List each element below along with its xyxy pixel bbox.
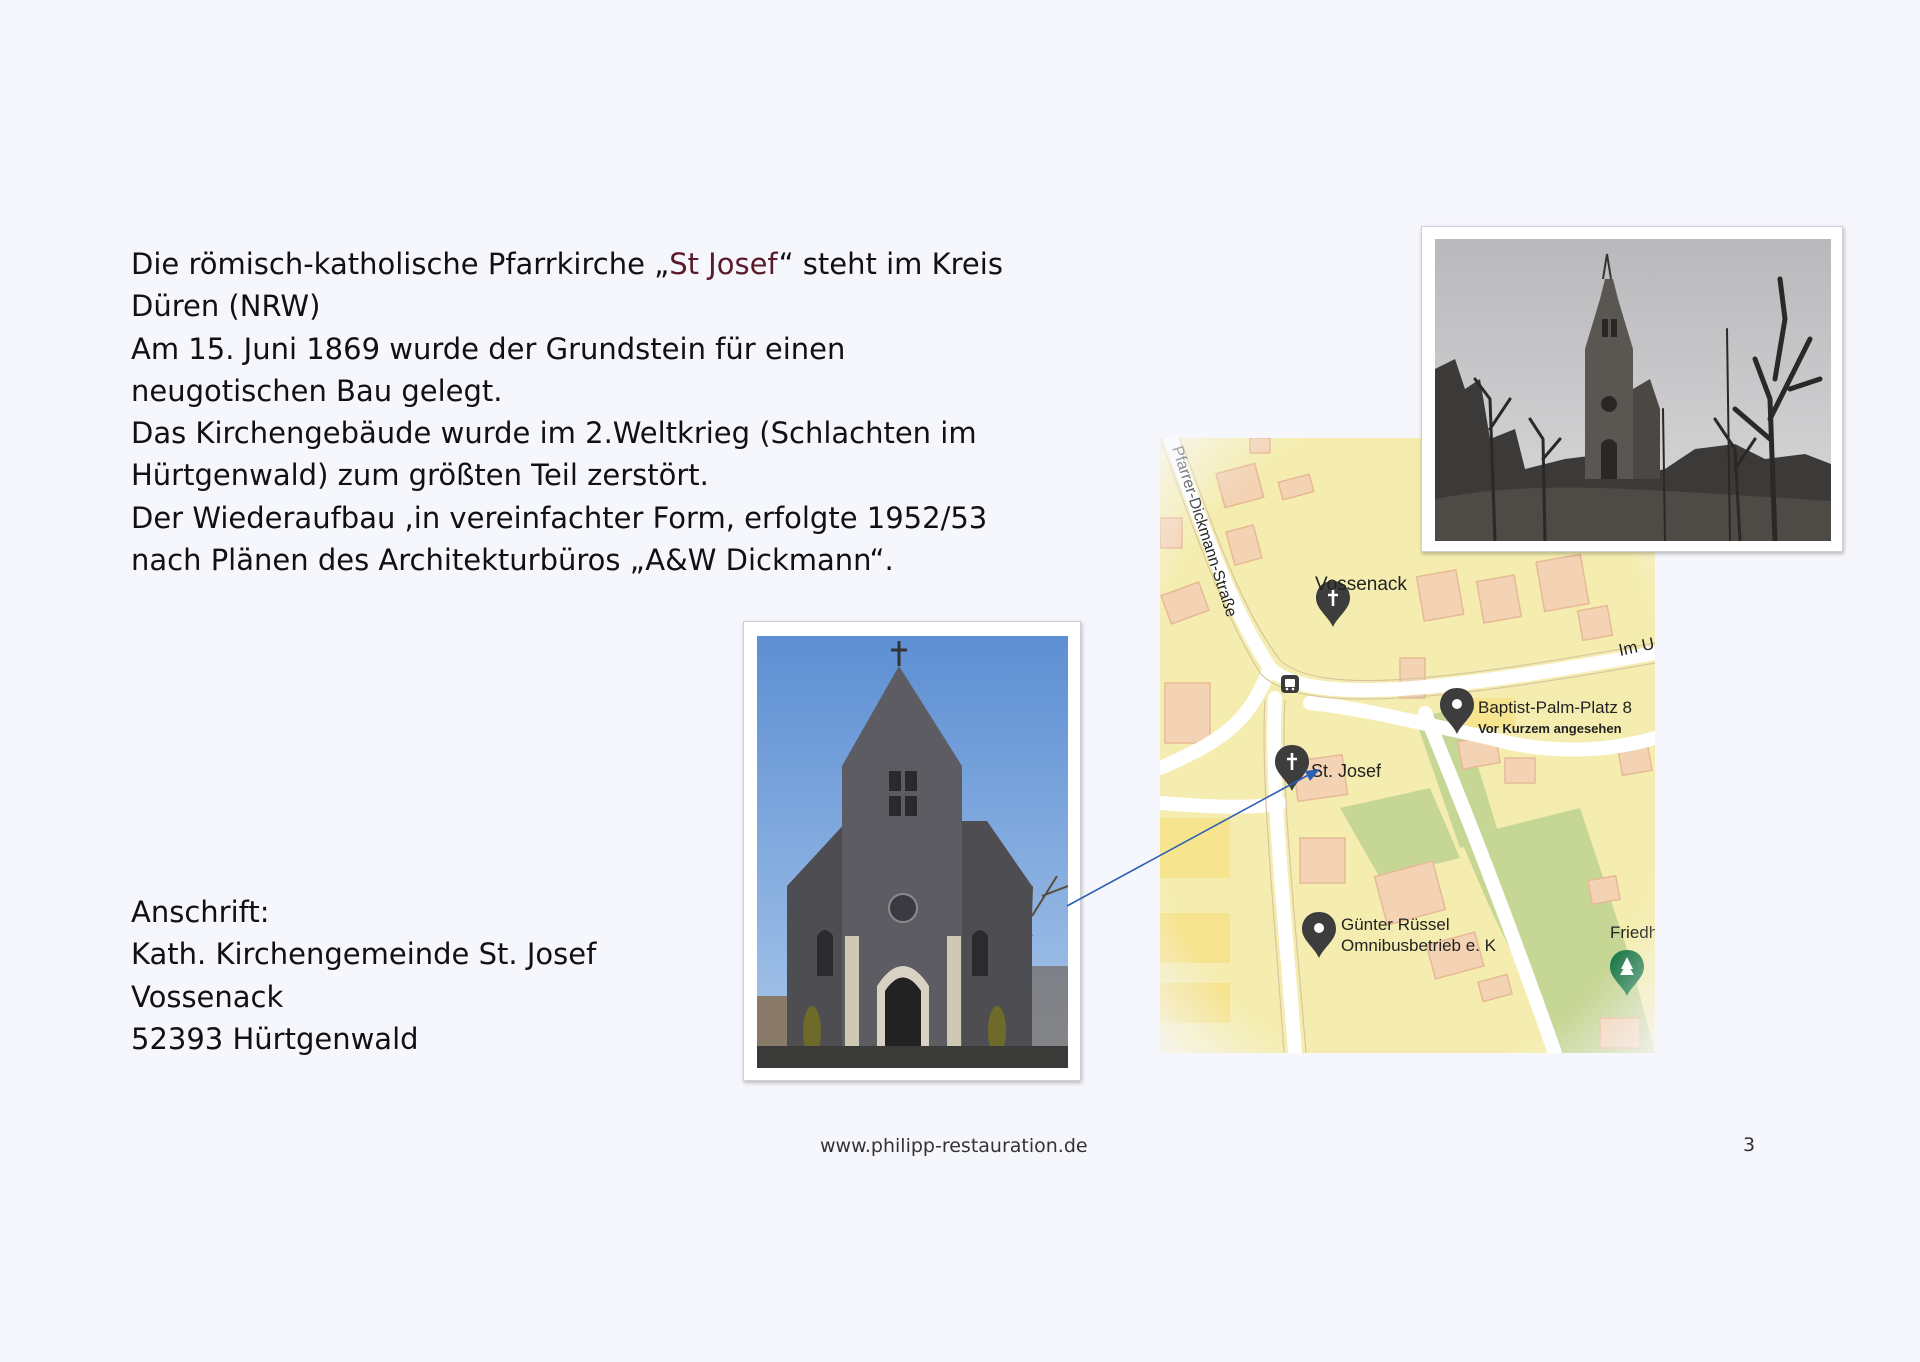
intro-line-6: Hürtgenwald) zum größten Teil zerstört. bbox=[131, 458, 709, 493]
intro-line-4: neugotischen Bau gelegt. bbox=[131, 373, 503, 408]
intro-line-5: Das Kirchengebäude wurde im 2.Weltkrieg (Schlachten im bbox=[131, 416, 977, 451]
website-url[interactable]: www.philipp-restauration.de bbox=[820, 1135, 1088, 1157]
address-line-2: Vossenack bbox=[131, 979, 284, 1014]
church-name: St Josef bbox=[669, 247, 779, 281]
intro-line-1-start: Die römisch-katholische Pfarrkirche „ bbox=[131, 247, 670, 281]
address-line-3: 52393 Hürtgenwald bbox=[131, 1021, 419, 1056]
address-line-1: Kath. Kirchengemeinde St. Josef bbox=[131, 937, 597, 972]
page-number: 3 bbox=[1743, 1134, 1756, 1156]
intro-line-2: Düren (NRW) bbox=[131, 289, 321, 324]
arrow-head-icon bbox=[1305, 769, 1320, 781]
intro-line-8: nach Plänen des Architekturbüros „A&W Dickmann“. bbox=[131, 543, 894, 578]
intro-line-1-end: “ steht im Kreis bbox=[778, 247, 1003, 281]
intro-line-3: Am 15. Juni 1869 wurde der Grundstein für einen bbox=[131, 331, 846, 366]
address-heading: Anschrift: bbox=[131, 895, 270, 929]
intro-line-7: Der Wiederaufbau ,in vereinfachter Form, erfolgte 1952/53 bbox=[131, 500, 988, 535]
arrow-line bbox=[1067, 773, 1312, 906]
